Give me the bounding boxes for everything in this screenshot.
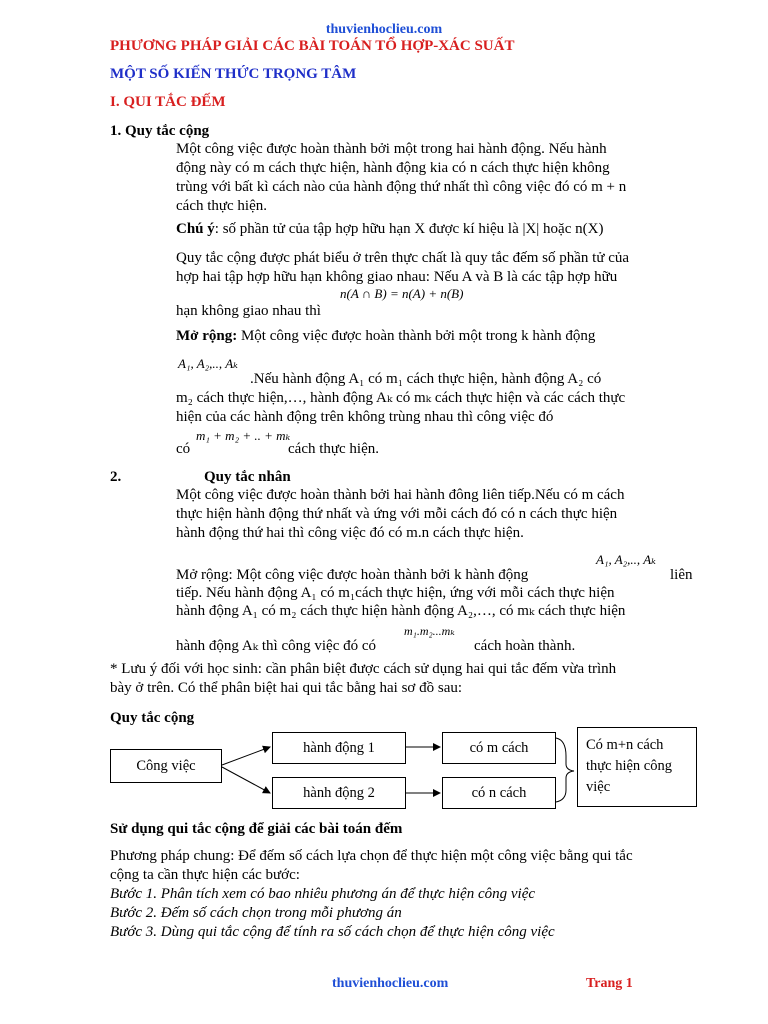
rule-product-heading: Quy tắc nhân [204,469,291,485]
bracket [556,738,574,802]
usage-step: Bước 2. Đếm số cách chọn trong mỗi phương án [110,905,402,921]
box-total: Có m+n cách thực hiện công việc [577,727,697,807]
main-title: PHƯƠNG PHÁP GIẢI CÁC BÀI TOÁN TỔ HỢP-XÁC SUẤT [110,38,515,54]
product-formula: m₁.m₂...mₖ [404,624,455,638]
arrow-job-to-action2 [222,767,270,793]
box-result2: có n cách [442,777,556,809]
actions-list: A₁, A₂,.., Aₖ [178,356,238,371]
rule-sum-line: Một công việc được hoàn thành bởi một trong hai hành động. Nếu hành [176,141,607,157]
student-note-line: * Lưu ý đối với học sinh: cần phân biệt được cách sử dụng hai qui tắc đếm vừa trình [110,661,617,677]
rule-product-ext-line: tiếp. Nếu hành động A₁ có m₁cách thực hiện, ứng với mỗi cách thực hiện [176,585,615,601]
usage-line: cộng ta cần thực hiện các bước: [110,867,300,883]
rule-sum-p2-line: hạn không giao nhau thì [176,303,321,319]
rule-sum-line: trùng với bất kì cách nào của hành động thứ nhất thì công việc đó có m + n [176,179,627,195]
rule-sum-p2-line: Quy tắc cộng được phát biểu ở trên thực chất là quy tắc đếm số phần tử của [176,250,630,266]
box-job: Công việc [110,749,222,783]
usage-text [110,847,700,942]
note-text: : số phần tử của tập hợp hữu hạn X được kí hiệu là |X| hoặc n(X) [214,221,604,237]
subtitle: MỘT SỐ KIẾN THỨC TRỌNG TÂM [110,66,357,82]
usage-heading: Sử dụng qui tắc cộng để giải các bài toán đếm [110,821,403,837]
rule-product-ext-line: hành động Aₖ thì công việc đó có [176,638,377,654]
union-formula: n(A ∩ B) = n(A) + n(B) [340,286,464,301]
rule-product-line: Một công việc được hoàn thành bởi hai hành đông liên tiếp.Nếu có m cách [176,487,625,503]
rule-sum-line: cách thực hiện. [176,198,268,214]
rule-sum-ext-line: .Nếu hành động A₁ có m₁ cách thực hiện, hành động A₂ có [250,371,602,387]
usage-step: Bước 3. Dùng qui tắc cộng để tính ra số cách chọn để thực hiện công việc [110,924,555,940]
usage-step: Bước 1. Phân tích xem có bao nhiêu phương án để thực hiện công việc [110,886,536,902]
rule-sum-p2-line: hợp hai tập hợp hữu hạn không giao nhau: Nếu A và B là các tập hợp hữu [176,269,618,285]
diagram-title: Quy tắc cộng [110,710,195,726]
rule-sum-ext-end: cách thực hiện. [288,441,380,457]
box-action1: hành động 1 [272,732,406,764]
site-header: thuvienhoclieu.com [325,22,443,37]
rule-sum-ext-line: hiện của các hành động trên không trùng nhau thì công việc đó [176,409,554,425]
rule-product-ext-line: Mở rộng: Một công việc được hoàn thành bởi k hành động [176,567,529,583]
rule-sum-line: động này có m cách thực hiện, hành động kia có n cách thực hiện không [176,160,610,176]
rule-sum-heading: 1. Quy tắc cộng [110,123,210,139]
sum-formula: m₁ + m₂ + .. + mₖ [196,428,291,443]
box-action2: hành động 2 [272,777,406,809]
lien-word: liên [670,567,693,583]
usage-line: Phương pháp chung: Để đếm số cách lựa chọn để thực hiện một công việc bằng qui tắc [110,848,633,864]
co-word: có [176,441,191,457]
rule-product-ext-line: hành động A₁ có m₂ cách thực hiện hành động A₂,…, có mₖ cách thực hiện [176,603,626,619]
rule-product-number: 2. [110,469,122,485]
rule-sum-ext-line: m₂ cách thực hiện,…, hành động Aₖ có mₖ cách thực hiện và các cách thực [176,390,626,406]
rule-product-ext-line: cách hoàn thành. [474,638,576,654]
rule-product-line: hành động thứ hai thì công việc đó có m.n cách thực hiện. [176,525,524,541]
rule-product-line: thực hiện hành động thứ nhất và ứng với mỗi cách đó có n cách thực hiện [176,506,618,522]
page-number: Trang 1 [586,976,633,991]
student-note-line: bày ở trên. Có thể phân biệt hai qui tắc bằng hai sơ đồ sau: [110,680,463,696]
extension-label: Mở rộng: [176,328,238,344]
footer-site: thuvienhoclieu.com [332,976,449,991]
actions-list: A₁, A₂,.., Aₖ [596,552,656,567]
box-result1: có m cách [442,732,556,764]
section-title: I. QUI TẮC ĐẾM [110,94,226,110]
extension-text: Một công việc được hoàn thành bởi một trong k hành động [237,328,596,344]
arrow-job-to-action1 [222,747,270,765]
note-label: Chú ý [176,221,215,237]
